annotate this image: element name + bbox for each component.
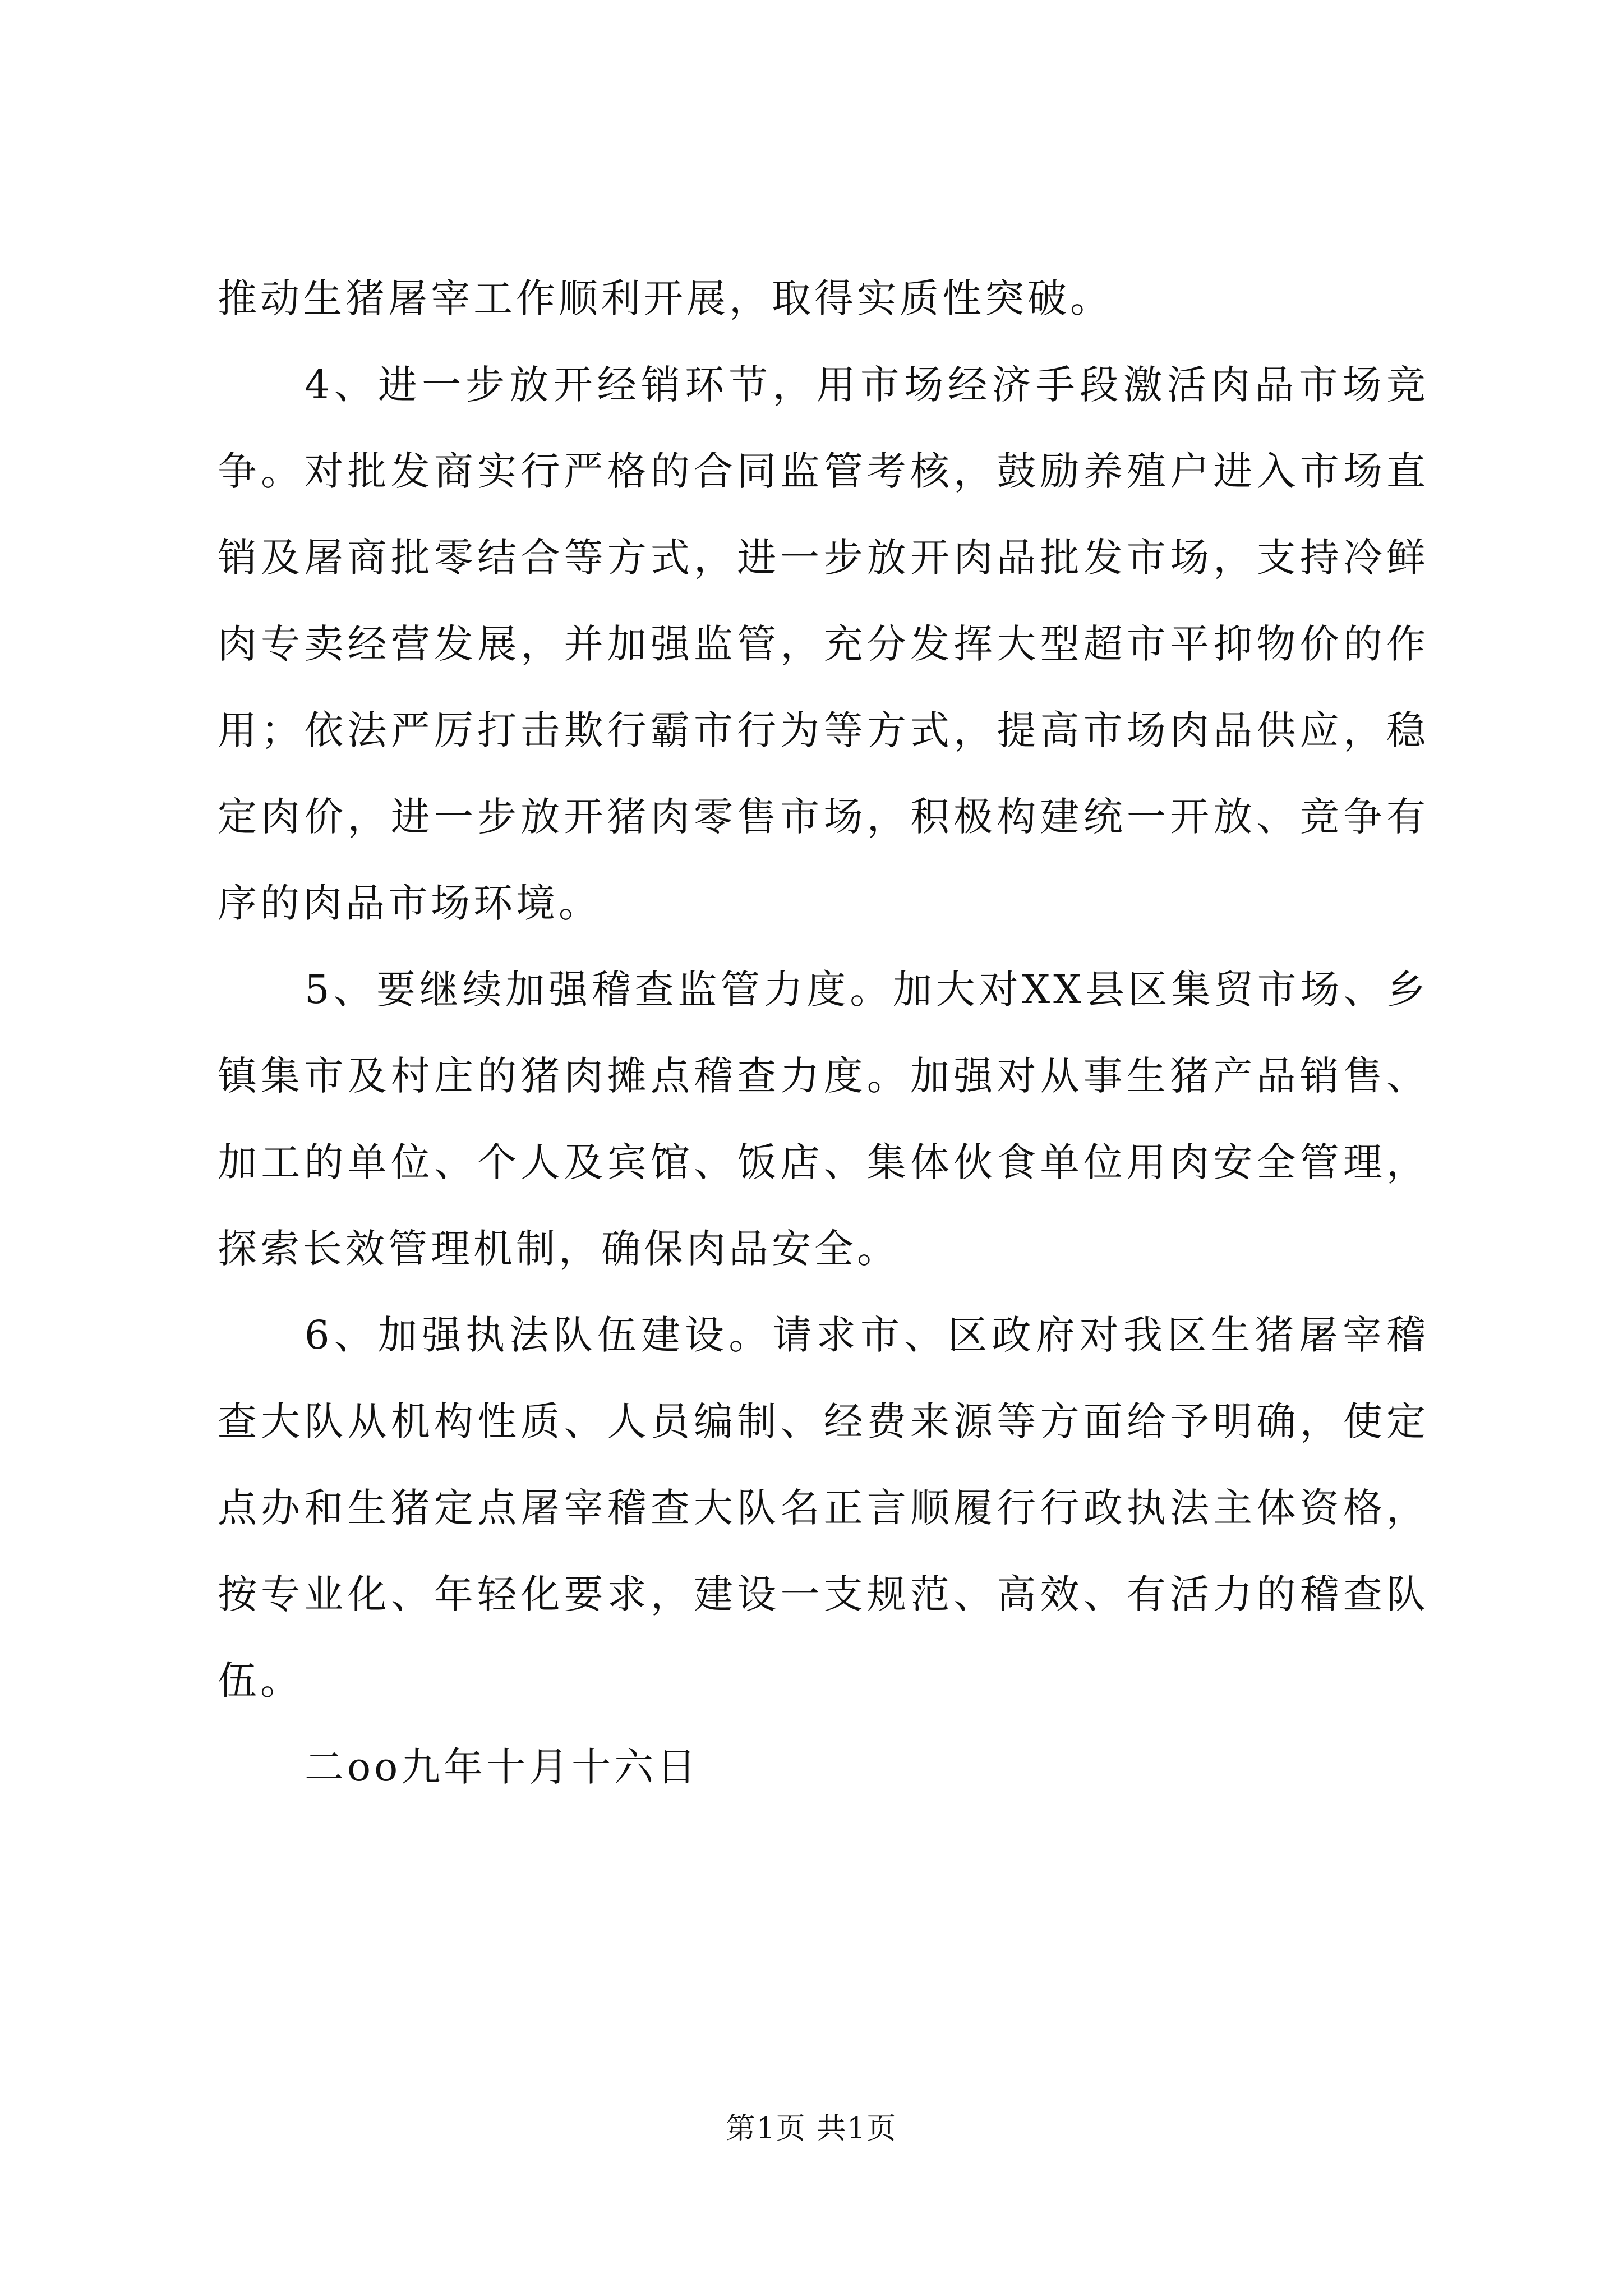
page-footer: 第1页 共1页 (726, 2112, 897, 2146)
paragraph-continuation: 推动生猪屠宰工作顺利开展，取得实质性突破。 (218, 275, 1113, 321)
paragraph-item-4: 4、进一步放开经销环节，用市场经济手段激活肉品市场竞争。对批发商实行严格的合同监管考核，鼓励养殖户进入市场直销及屠商批零结合等方式，进一步放开肉品批发市场，支持冷鲜肉专卖经营发展，并加强监管，充分发挥大型超市平抑物价的作用；依法严厉打击欺行霸市行为等方式，提高市场肉品供应，稳定肉价，进一步放开猪肉零售市场，积极构建统一开放、竞争有序的肉品市场环境。 (218, 362, 1429, 926)
paragraph-item-6: 6、加强执法队伍建设。请求市、区政府对我区生猪屠宰稽查大队从机构性质、人员编制、经费来源等方面给予明确，使定点办和生猪定点屠宰稽查大队名正言顺履行行政执法主体资格，按专业化、年轻化要求，建设一支规范、高效、有活力的稽查队伍。 (218, 1312, 1429, 1704)
document-body (218, 255, 1429, 1810)
paragraph-item-5: 5、要继续加强稽查监管力度。加大对XX县区集贸市场、乡镇集市及村庄的猪肉摊点稽查力度。加强对从事生猪产品销售、加工的单位、个人及宾馆、饭店、集体伙食单位用肉安全管理，探索长效管理机制，确保肉品安全。 (218, 967, 1429, 1272)
document-date: 二oo九年十月十六日 (305, 1744, 700, 1790)
